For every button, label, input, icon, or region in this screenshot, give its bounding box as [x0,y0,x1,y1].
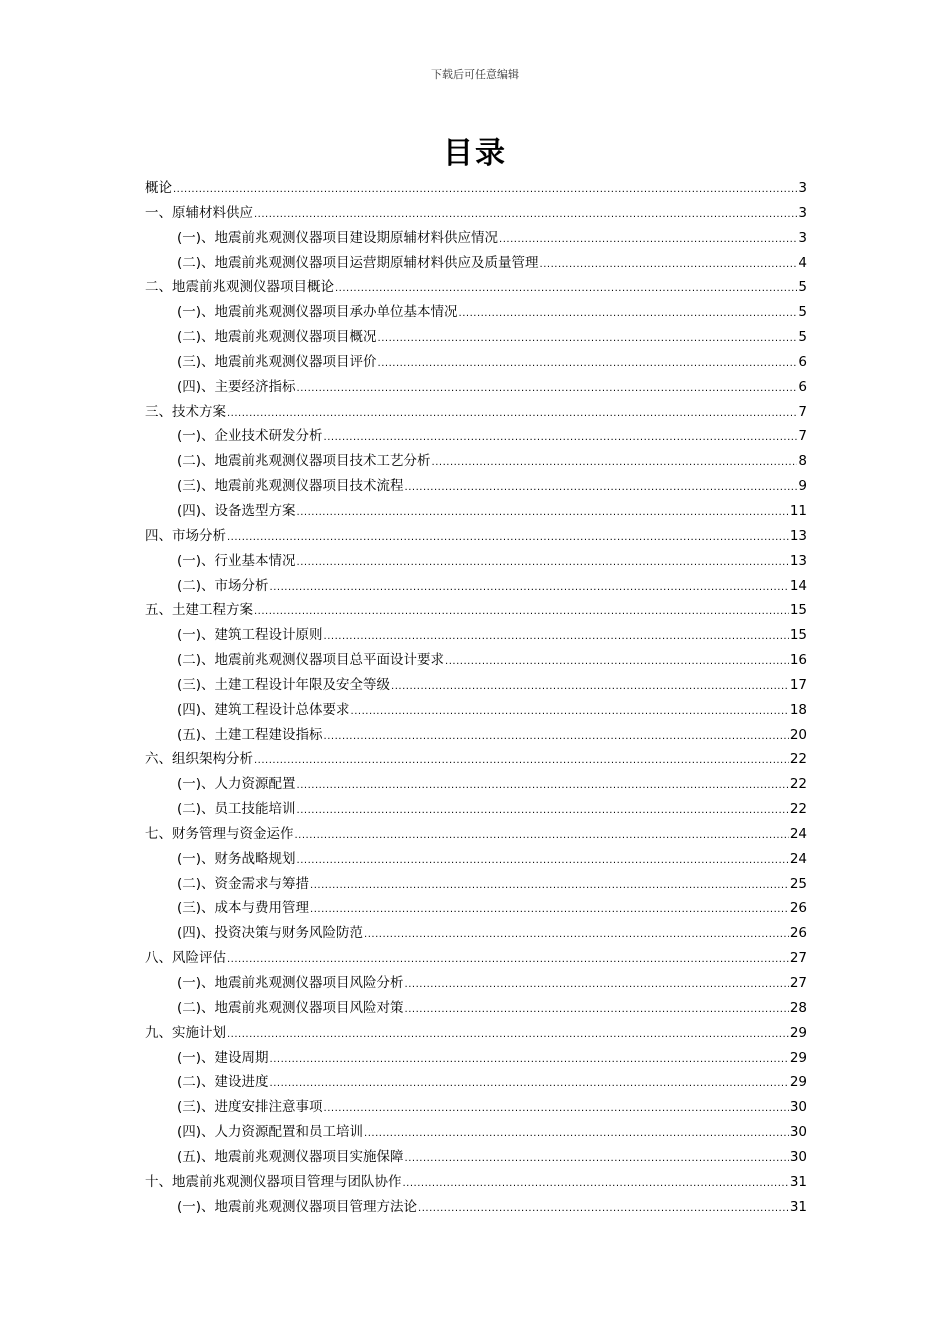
toc-title: 目录 [443,136,507,171]
toc-page-number: 17 [789,676,807,693]
toc-page-number: 13 [789,527,807,544]
toc-page-number: 3 [798,204,807,221]
toc-page-number: 18 [789,701,807,718]
toc-entry-title: (一)、企业技术研发分析 [177,428,323,445]
table-of-contents [145,176,807,1219]
toc-entry[interactable] [145,1021,807,1046]
toc-page-number: 25 [789,875,807,892]
toc-entry-title: (一)、地震前兆观测仪器项目承办单位基本情况 [177,304,458,321]
toc-subentry[interactable] [145,673,807,698]
toc-page-number: 30 [789,1099,807,1116]
toc-dot-leader [254,203,797,228]
toc-entry-title: 十、地震前兆观测仪器项目管理与团队协作 [145,1173,402,1190]
header-note: 下载后可任意编辑 [431,68,519,81]
toc-entry-title: (一)、地震前兆观测仪器项目风险分析 [177,975,404,991]
toc-entry-title: (四)、人力资源配置和员工培训 [177,1124,364,1141]
toc-entry[interactable] [145,400,807,425]
toc-subentry[interactable] [145,847,807,872]
toc-entry[interactable] [145,176,807,201]
toc-dot-leader [403,1172,789,1197]
toc-entry-title: (一)、地震前兆观测仪器项目管理方法论 [177,1198,418,1215]
toc-subentry[interactable] [145,549,807,574]
toc-dot-leader [270,576,789,601]
toc-entry-title: (二)、地震前兆观测仪器项目概况 [177,329,377,346]
toc-page-number: 9 [798,478,807,495]
toc-dot-leader [432,451,798,476]
toc-entry-title: (二)、地震前兆观测仪器项目运营期原辅材料供应及质量管理 [177,254,539,271]
toc-page-number: 30 [789,1124,807,1141]
toc-page-number: 29 [789,1049,807,1066]
toc-page-number: 22 [789,801,807,818]
toc-dot-leader [324,426,798,451]
toc-subentry[interactable] [145,1195,807,1220]
toc-dot-leader [270,1048,789,1073]
toc-dot-leader [227,1023,789,1048]
toc-dot-leader [405,476,798,501]
toc-page-number: 3 [798,180,807,196]
toc-subentry[interactable] [145,996,807,1021]
toc-page-number: 6 [798,353,807,370]
toc-entry[interactable] [145,275,807,300]
toc-dot-leader [405,1147,789,1172]
toc-entry-title: (一)、建设周期 [177,1049,269,1066]
toc-dot-leader [227,526,789,551]
toc-dot-leader [540,253,798,278]
toc-page-number: 26 [789,900,807,917]
toc-entry-title: 一、原辅材料供应 [145,204,253,221]
toc-entry-title: (四)、投资决策与财务风险防范 [177,925,364,942]
toc-entry-title: (五)、地震前兆观测仪器项目实施保障 [177,1148,404,1165]
toc-dot-leader [297,849,789,874]
toc-dot-leader [227,948,789,973]
toc-page-number: 3 [798,229,807,246]
toc-subentry[interactable] [145,971,807,996]
toc-subentry[interactable] [145,1070,807,1095]
toc-page-number: 11 [789,502,807,519]
toc-entry-title: (二)、地震前兆观测仪器项目总平面设计要求 [177,652,445,669]
toc-subentry[interactable] [145,574,807,599]
toc-subentry[interactable] [145,797,807,822]
toc-page-number: 27 [789,950,807,967]
toc-page-number: 22 [789,776,807,793]
toc-page-number: 28 [789,999,807,1016]
toc-entry-title: 五、土建工程方案 [145,602,253,619]
toc-subentry[interactable] [145,350,807,375]
toc-entry[interactable] [145,1170,807,1195]
toc-subentry[interactable] [145,474,807,499]
toc-entry[interactable] [145,946,807,971]
toc-entry-title: (三)、进度安排注意事项 [177,1099,323,1116]
toc-entry-title: (二)、市场分析 [177,577,269,594]
toc-entry-title: 七、财务管理与资金运作 [145,825,294,842]
toc-subentry[interactable] [145,251,807,276]
toc-entry-title: (四)、建筑工程设计总体要求 [177,701,350,718]
toc-entry-title: 概论 [145,180,172,196]
toc-dot-leader [297,799,789,824]
toc-page-number: 5 [798,304,807,321]
toc-dot-leader [499,228,797,253]
toc-subentry[interactable] [145,772,807,797]
toc-page-number: 5 [798,279,807,296]
toc-subentry[interactable] [145,1046,807,1071]
toc-dot-leader [324,725,789,750]
toc-dot-leader [364,923,789,948]
toc-subentry[interactable] [145,375,807,400]
toc-entry-title: 八、风险评估 [145,950,226,967]
toc-entry-title: 四、市场分析 [145,527,226,544]
toc-subentry[interactable] [145,698,807,723]
toc-entry-title: (四)、设备选型方案 [177,502,296,519]
toc-dot-leader [310,874,789,899]
toc-entry-title: (二)、资金需求与筹措 [177,875,310,892]
toc-entry-title: (三)、成本与费用管理 [177,900,310,917]
toc-dot-leader [405,973,789,998]
toc-subentry[interactable] [145,325,807,350]
toc-subentry[interactable] [145,226,807,251]
toc-entry-title: (三)、地震前兆观测仪器项目技术流程 [177,478,404,495]
toc-entry-title: (一)、行业基本情况 [177,552,296,569]
toc-dot-leader [378,352,798,377]
toc-entry-title: (一)、人力资源配置 [177,776,296,793]
toc-page-number: 5 [798,329,807,346]
toc-dot-leader [310,898,789,923]
toc-dot-leader [254,749,789,774]
toc-page-number: 30 [789,1148,807,1165]
toc-dot-leader [364,1122,789,1147]
toc-page-number: 31 [789,1198,807,1215]
toc-dot-leader [445,650,789,675]
toc-entry[interactable] [145,201,807,226]
toc-dot-leader [391,675,789,700]
toc-entry[interactable] [145,598,807,623]
toc-dot-leader [297,377,798,402]
toc-subentry[interactable] [145,499,807,524]
toc-entry-title: 三、技术方案 [145,403,226,420]
toc-page-number: 22 [789,751,807,768]
toc-subentry[interactable] [145,623,807,648]
toc-entry-title: (五)、土建工程建设指标 [177,726,323,743]
toc-dot-leader [324,1097,789,1122]
toc-subentry[interactable] [145,300,807,325]
toc-dot-leader [405,998,789,1023]
toc-page-number: 15 [789,602,807,619]
toc-entry-title: (二)、建设进度 [177,1074,269,1091]
toc-entry[interactable] [145,822,807,847]
toc-page-number: 20 [789,726,807,743]
toc-page-number: 6 [798,378,807,395]
toc-page-number: 26 [789,925,807,942]
toc-dot-leader [418,1197,789,1222]
toc-page-number: 27 [789,975,807,991]
toc-entry-title: (二)、地震前兆观测仪器项目技术工艺分析 [177,453,431,470]
toc-entry-title: (二)、地震前兆观测仪器项目风险对策 [177,999,404,1016]
toc-entry-title: 二、地震前兆观测仪器项目概论 [145,279,334,296]
toc-dot-leader [324,625,789,650]
toc-entry-title: (一)、建筑工程设计原则 [177,627,323,644]
toc-dot-leader [297,551,789,576]
toc-page-number: 14 [789,577,807,594]
toc-dot-leader [351,700,789,725]
toc-page-number: 29 [789,1024,807,1041]
toc-subentry[interactable] [145,424,807,449]
toc-entry-title: (四)、主要经济指标 [177,378,296,395]
toc-dot-leader [173,178,797,203]
toc-dot-leader [297,501,789,526]
toc-subentry[interactable] [145,1120,807,1145]
toc-page-number: 24 [789,850,807,867]
toc-subentry[interactable] [145,723,807,748]
toc-entry[interactable] [145,524,807,549]
toc-dot-leader [378,327,798,352]
toc-page-number: 7 [798,403,807,420]
toc-entry-title: (三)、地震前兆观测仪器项目评价 [177,353,377,370]
toc-dot-leader [297,774,789,799]
toc-subentry[interactable] [145,872,807,897]
toc-subentry[interactable] [145,449,807,474]
toc-page-number: 31 [789,1173,807,1190]
toc-page-number: 24 [789,825,807,842]
toc-entry-title: 九、实施计划 [145,1024,226,1041]
toc-entry-title: (一)、财务战略规划 [177,850,296,867]
toc-entry-title: 六、组织架构分析 [145,751,253,768]
toc-page-number: 8 [798,453,807,470]
toc-dot-leader [227,402,797,427]
toc-subentry[interactable] [145,921,807,946]
toc-page-number: 4 [798,254,807,271]
toc-entry[interactable] [145,747,807,772]
toc-dot-leader [254,600,789,625]
toc-page-number: 15 [789,627,807,644]
toc-subentry[interactable] [145,648,807,673]
toc-page-number: 13 [789,552,807,569]
toc-dot-leader [270,1072,789,1097]
toc-entry-title: (二)、员工技能培训 [177,801,296,818]
toc-subentry[interactable] [145,1145,807,1170]
toc-entry-title: (三)、土建工程设计年限及安全等级 [177,676,391,693]
toc-dot-leader [459,302,798,327]
toc-dot-leader [335,277,797,302]
toc-dot-leader [295,824,789,849]
toc-subentry[interactable] [145,896,807,921]
toc-page-number: 29 [789,1074,807,1091]
toc-page-number: 16 [789,652,807,669]
toc-subentry[interactable] [145,1095,807,1120]
toc-entry-title: (一)、地震前兆观测仪器项目建设期原辅材料供应情况 [177,229,499,246]
toc-page-number: 7 [798,428,807,445]
